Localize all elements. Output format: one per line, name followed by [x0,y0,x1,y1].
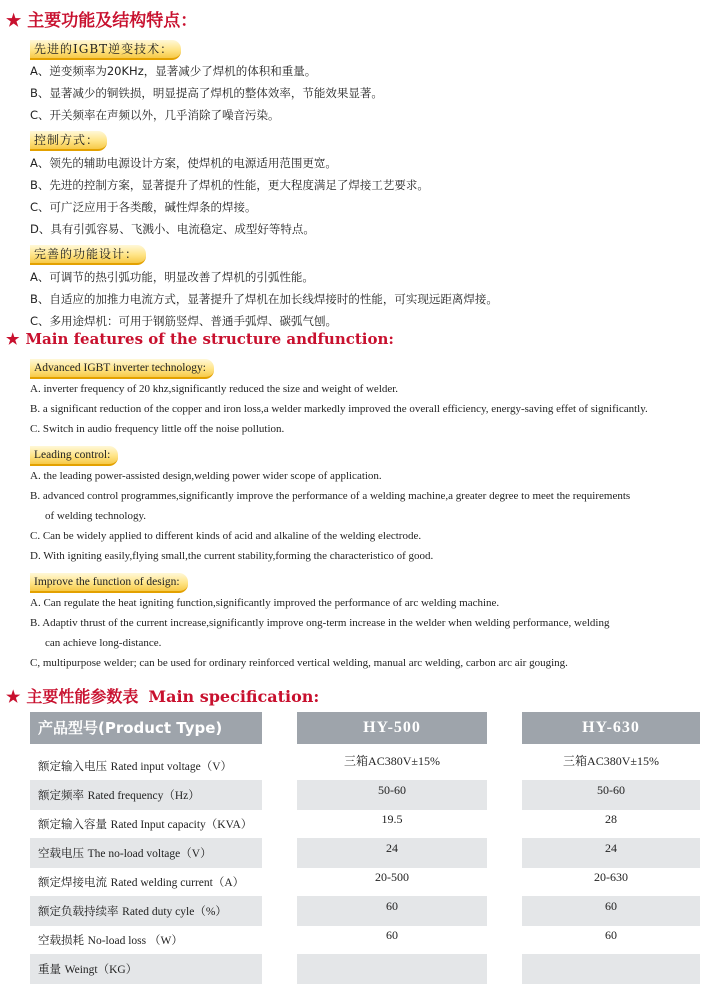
list-item: A、领先的辅助电源设计方案，使焊机的电源适用范围更宽。 [30,156,337,170]
group-tag: Improve the function of design: [30,573,188,593]
table-cell [297,951,487,981]
list-item: B、显著减少的铜铁损，明显提高了焊机的整体效率，节能效果显著。 [30,86,383,100]
table-cell: 20-630 [594,870,628,884]
table-cell: 24 [386,841,398,855]
table-header-model: HY-630 [522,712,700,744]
table-cell: 60 [386,928,398,942]
table-row-label: 额定频率 Rated frequency（Hz） [38,788,200,802]
table-cell: 60 [386,899,398,913]
section-title-cn-features: ★ 主要功能及结构特点： [6,11,198,31]
list-item: D、具有引弧容易、飞溅小、电流稳定、成型好等特点。 [30,222,315,236]
list-item: D. With igniting easily,flying small,the current stability,forming the characteristico of good. [30,550,434,562]
list-item: A. the leading power-assisted design,welding power wider scope of application. [30,470,382,482]
list-item: B、先进的控制方案，显著提升了焊机的性能，更大程度满足了焊接工艺要求。 [30,178,429,192]
table-cell: 20-500 [375,870,409,884]
list-item: C, multipurpose welder; can be used for ordinary reinforced vertical welding, manual arc welding, carbon arc air gouging. [30,657,568,669]
table-cell: 28 [605,812,617,826]
group-tag: Leading control: [30,446,118,466]
table-cell: 三箱AC380V±15% [344,754,440,768]
list-item: can achieve long-distance. [45,637,162,649]
table-cell: 三箱AC380V±15% [563,754,659,768]
group-tag: Advanced IGBT inverter technology: [30,359,214,379]
table-cell: 60 [605,928,617,942]
list-item: C. Can be widely applied to different kinds of acid and alkaline of the welding electrode. [30,530,422,542]
list-item: A、可调节的热引弧功能，明显改善了焊机的引弧性能。 [30,270,314,284]
table-row-label: 额定输入电压 Rated input voltage（V） [38,759,233,773]
table-row-label: 额定负载持续率 Rated duty cyle（%） [38,904,227,918]
list-item: B. Adaptiv thrust of the current increase,significantly improve ong-term increase in the welder when welding performance, welding [30,617,610,629]
list-item: of welding technology. [45,510,147,522]
table-cell: 24 [605,841,617,855]
list-item: A. inverter frequency of 20 khz,significantly reduced the size and weight of welder. [30,383,399,395]
table-cell: 60 [605,899,617,913]
table-row-label: 空载电压 The no-load voltage（V） [38,846,212,860]
list-item: C、可广泛应用于各类酸，碱性焊条的焊接。 [30,200,257,214]
list-item: C. Switch in audio frequency little off the noise pollution. [30,423,285,435]
list-item: A、逆变频率为20KHz，显著减少了焊机的体积和重量。 [30,64,317,78]
list-item: C、多用途焊机：可用于钢筋竖焊、普通手弧焊、碳弧气刨。 [30,314,338,328]
list-item: B. advanced control programmes,significantly improve the performance of a welding machine,a greater degree to meet the requirements [30,490,631,502]
table-header-model: HY-500 [297,712,487,744]
table-row-label: 重量 Weingt（KG） [38,962,138,976]
group-tag: 控制方式： [30,131,107,151]
star-icon: ★ [6,687,21,706]
table-cell: 50-60 [597,783,625,797]
section-title-spec: ★ 主要性能参数表 Main specification: [6,687,320,706]
table-cell: 19.5 [381,812,403,826]
list-item: B、自适应的加推力电流方式，显著提升了焊机在加长线焊接时的性能，可实现远距离焊接。 [30,292,498,306]
group-tag: 先进的IGBT逆变技术： [30,40,181,60]
star-icon: ★ [6,11,22,31]
table-header-label: 产品型号(Product Type) [30,712,262,744]
group-tag: 完善的功能设计： [30,245,146,265]
table-cell [522,951,700,981]
list-item: C、开关频率在声频以外，几乎消除了噪音污染。 [30,108,280,122]
table-row-label: 额定焊接电流 Rated welding current（A） [38,875,245,889]
table-row-label: 空载损耗 No-load loss （W） [38,933,183,947]
star-icon: ★ [6,330,20,348]
list-item: B. a significant reduction of the copper and iron loss,a welder markedly improved the overall efficiency, energy-saving effet of significantly. [30,403,648,415]
table-cell: 50-60 [378,783,406,797]
list-item: A. Can regulate the heat igniting function,significantly improved the performance of arc welding machine. [30,597,500,609]
section-title-en-features: ★ Main features of the structure andfunction: [6,330,394,348]
table-row-label: 额定输入容量 Rated Input capacity（KVA） [38,817,253,831]
